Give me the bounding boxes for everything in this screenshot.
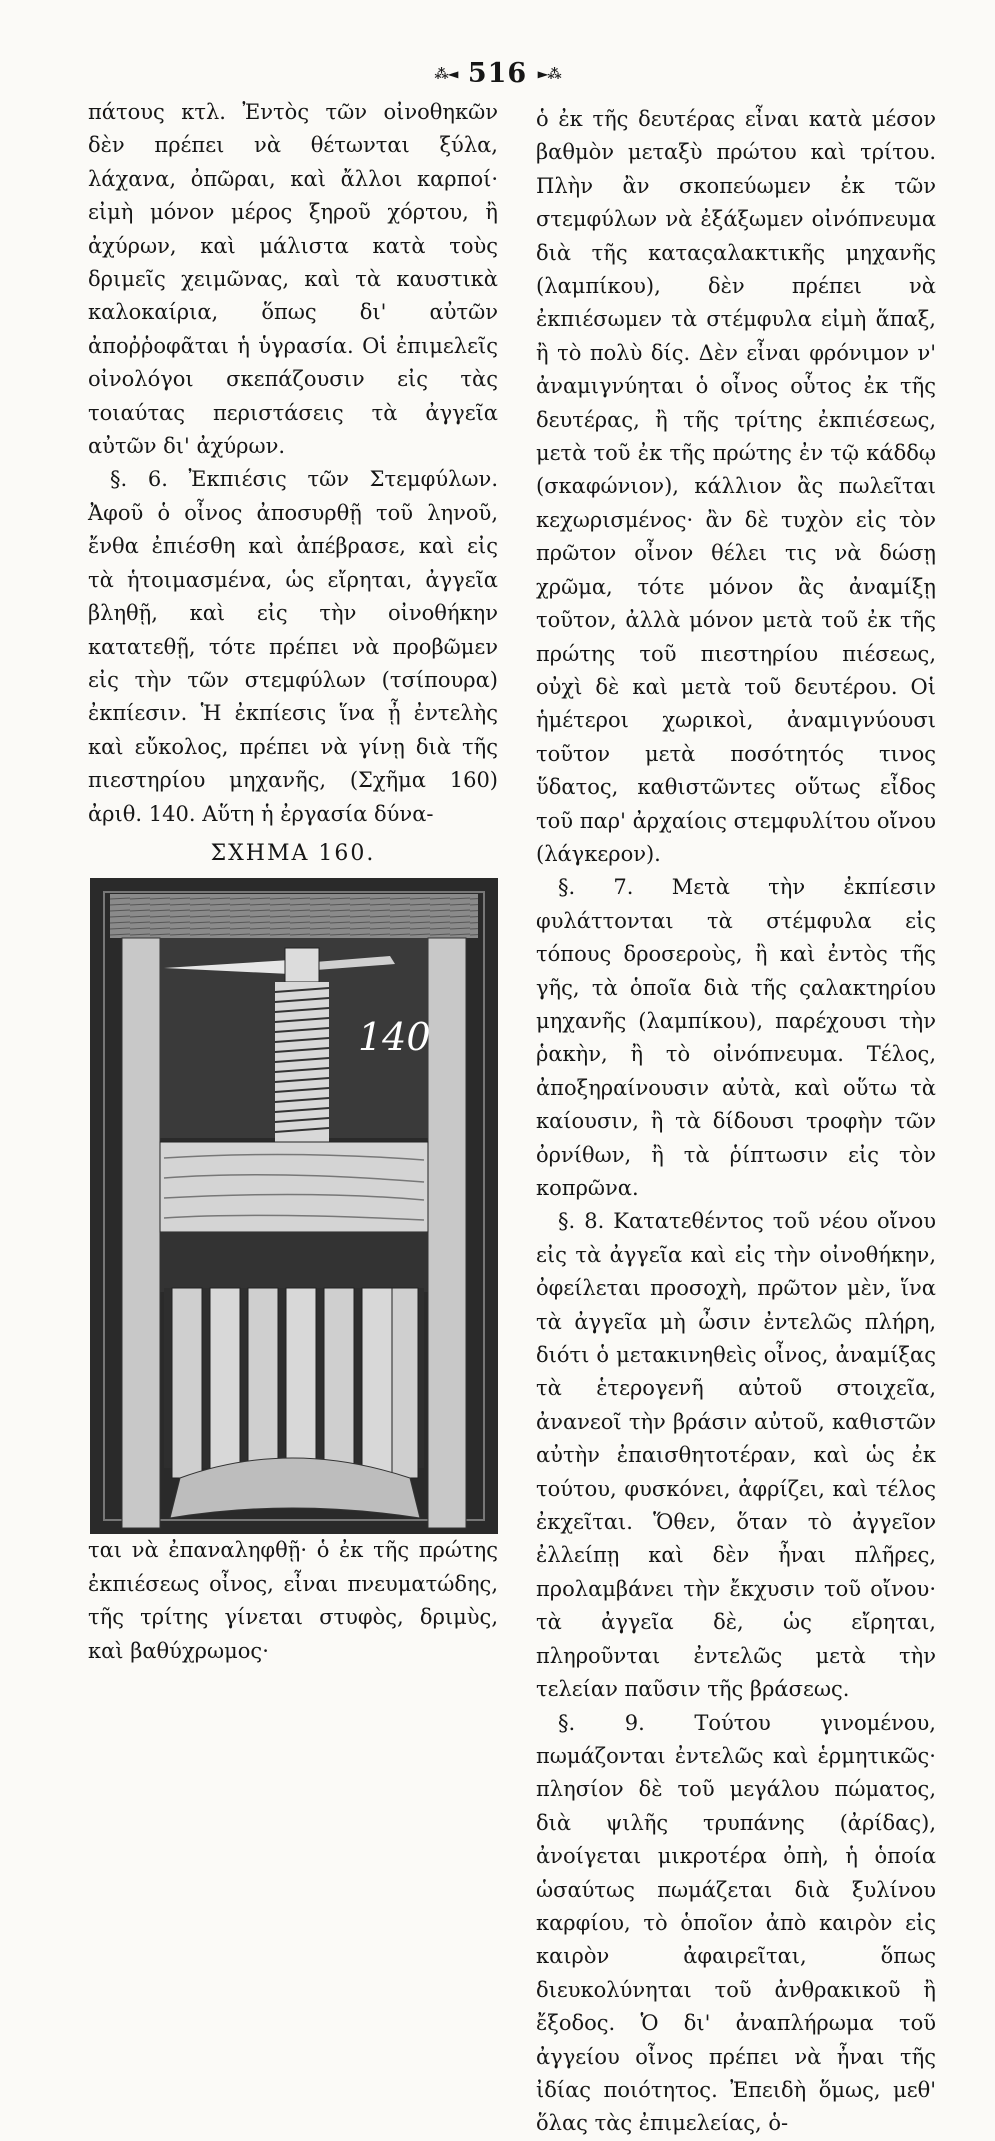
wine-press-figure — [90, 878, 498, 1534]
press-screw-head — [285, 948, 319, 982]
press-basket — [164, 1288, 424, 1478]
left-column — [88, 96, 498, 1668]
left-paragraph-1: πάτους κτλ. Ἐντὸς τῶν οἰνοθηκῶν δὲν πρέπει νὰ θέτωνται ξύλα, λάχανα, ὀπῶραι, καὶ ἄλλοι καρποί· εἰμὴ μόνον μέρος ξηροῦ χόρτου, ἢ ἀχύρων, καὶ μάλιστα κατὰ τοὺς δριμεῖς χειμῶνας, καὶ τὰ καυστικὰ καλοκαίρια, ὅπως δι' αὐτῶν ἀποῤῥοφᾶται ἡ ὑγρασία. Οἱ ἐπιμελεῖς οἰνολόγοι σκεπάζουσιν εἰς τὰς τοιαύτας περιστάσεις τὰ ἀγγεῖα αὐτῶν δι' ἀχύρων. — [88, 100, 498, 459]
figure-caption: ΣΧΗΜΑ 160. — [210, 840, 376, 866]
press-lower-gap — [160, 1232, 428, 1292]
press-top-beam-grain — [110, 894, 478, 938]
right-paragraph-1: ὁ ἐκ τῆς δευτέρας εἶναι κατὰ μέσον βαθμὸν μεταξὺ πρώτου καὶ τρίτου. Πλὴν ἂν σκοπεύωμεν ἐκ τῶν στεμφύλων νὰ ἐξάξωμεν οἰνόπνευμα διὰ τῆς καταςαλακτικῆς μηχανῆς (λαμπίκου), δὲν πρέπει νὰ ἐκπιέσωμεν τὰ στέμφυλα εἰμὴ ἅπαξ, ἢ τὸ πολὺ δίς. Δὲν εἶναι φρόνιμον ν' ἀναμιγνύηται ὁ οἶνος οὗτος ἐκ τῆς δευτέρας, ἢ τῆς τρίτης ἐκπιέσεως, μετὰ τοῦ ἐκ τῆς πρώτης ἐν τῷ κάδδῳ (σκαφώνιον), κάλλιον ἂς πωλεῖται κεχωρισμένος· ἂν δὲ τυχὸν εἰς τὸν πρῶτον οἶνον θέλει τις νὰ δώσῃ χρῶμα, τότε μόνον ἂς ἀναμίξῃ τοῦτον, ἀλλὰ μόνον μετὰ τοῦ ἐκ τῆς πρώτης τοῦ πιεστηρίου πιέσεως, οὐχὶ δὲ καὶ μετὰ τοῦ δευτέρου. Οἱ ἡμέτεροι χωρικοὶ, ἀναμιγνύουσι τοῦτον μετὰ ποσότητός τινος ὕδατος, καθιστῶντες οὕτως εἶδος τοῦ παρ' ἀρχαίοις στεμφυλίτου οἴνου (λάγκερον). — [536, 107, 936, 866]
figure-number-label: 140 — [358, 1015, 431, 1060]
right-column — [536, 103, 936, 2141]
left-paragraph-2: §. 6. Ἐκπιέσις τῶν Στεμφύλων. Ἀφοῦ ὁ οἶνος ἀποσυρθῇ τοῦ ληνοῦ, ἔνθα ἐπιέσθη καὶ ἀπέβρασε, καὶ εἰς τὰ ἡτοιμασμένα, ὡς εἴρηται, ἀγγεῖα βληθῇ, καὶ εἰς τὴν οἰνοθήκην κατατεθῇ, τότε πρέπει νὰ προβῶμεν εἰς τὴν τῶν στεμφύλων (τσίπουρα) ἐκπίεσιν. Ἡ ἐκπίεσις ἵνα ᾖ ἐντελὴς καὶ εὔκολος, πρέπει νὰ γίνῃ διὰ τῆς πιεστηρίου μηχανῆς, (Σχῆμα 160) ἀριθ. 140. Αὕτη ἡ ἐργασία δύνα- — [88, 467, 498, 826]
ornament-right: ►⁂ — [537, 66, 561, 83]
page-header — [0, 58, 995, 89]
right-paragraph-2: §. 7. Μετὰ τὴν ἐκπίεσιν φυλάττονται τὰ στέμφυλα εἰς τόπους δροσεροὺς, ἢ καὶ ἐντὸς τῆς γῆς, τὰ ὁποῖα διὰ τῆς ςαλακτηρίου μηχανῆς (λαμπίκου), παρέχουσι τὴν ῥακὴν, ἢ τὸ οἰνόπνευμα. Τέλος, ἀποξηραίνουσιν αὐτὰ, καὶ οὕτω τὰ καίουσιν, ἢ τὰ δίδουσι τροφὴν τῶν ὀρνίθων, ἢ τὰ ῥίπτωσιν εἰς τὸν κοπρῶνα. — [536, 875, 936, 1200]
press-screw — [275, 982, 329, 1142]
left-paragraph-3: ται νὰ ἐπαναληφθῇ· ὁ ἐκ τῆς πρώτης ἐκπιέσεως οἶνος, εἶναι πνευματώδης, τῆς τρίτης γίνεται στυφὸς, δριμὺς, καὶ βαθύχρωμος· — [88, 1538, 498, 1663]
page-number: 516 — [467, 58, 528, 89]
right-paragraph-4: §. 9. Τούτου γινομένου, πωμάζονται ἐντελῶς καὶ ἑρμητικῶς· πλησίον δὲ τοῦ μεγάλου πώματος, διὰ ψιλῆς τρυπάνης (ἀρίδας), ἀνοίγεται μικροτέρα ὀπὴ, ἡ ὁποία ὡσαύτως πωμάζεται διὰ ξυλίνου καρφίου, τὸ ὁποῖον ἀπὸ καιρὸν εἰς καιρὸν ἀφαιρεῖται, ὅπως διευκολύνηται τοῦ ἀνθρακικοῦ ἢ ἔξοδος. Ὁ δι' ἀναπλήρωμα τοῦ ἀγγείου οἶνος πρέπει νὰ ἦναι τῆς ἰδίας ποιότητος. Ἐπειδὴ ὅμως, μεθ' ὅλας τὰς ἐπιμελείας, ὁ- — [536, 1710, 936, 2136]
ornament-left: ⁂◄ — [434, 66, 458, 83]
press-right-post — [428, 938, 466, 1528]
press-left-post — [122, 938, 160, 1528]
right-paragraph-3: §. 8. Κατατεθέντος τοῦ νέου οἴνου εἰς τὰ ἀγγεῖα καὶ εἰς τὴν οἰνοθήκην, ὀφείλεται προσοχὴ, πρῶτον μὲν, ἵνα τὰ ἀγγεῖα μὴ ὦσιν ἐντελῶς πλήρη, διότι ὁ μετακινηθεὶς οἶνος, ἀναμίξας τὰ ἑτερογενῆ αὐτοῦ στοιχεῖα, ἀνανεοῖ τὴν βράσιν αὐτοῦ, καθιστῶν αὐτὴν ἐπαισθητοτέραν, καὶ ὡς ἐκ τούτου, φυσκόνει, ἀφρίζει, καὶ τέλος ἐκχεῖται. Ὅθεν, ὅταν τὸ ἀγγεῖον ἐλλείπῃ καὶ δὲν ἦναι πλῆρες, προλαμβάνει τὴν ἔκχυσιν τοῦ οἴνου· τὰ ἀγγεῖα δὲ, ὡς εἴρηται, πληροῦνται ἐντελῶς μετὰ τὴν τελείαν παῦσιν τῆς βράσεως. — [536, 1209, 936, 1702]
